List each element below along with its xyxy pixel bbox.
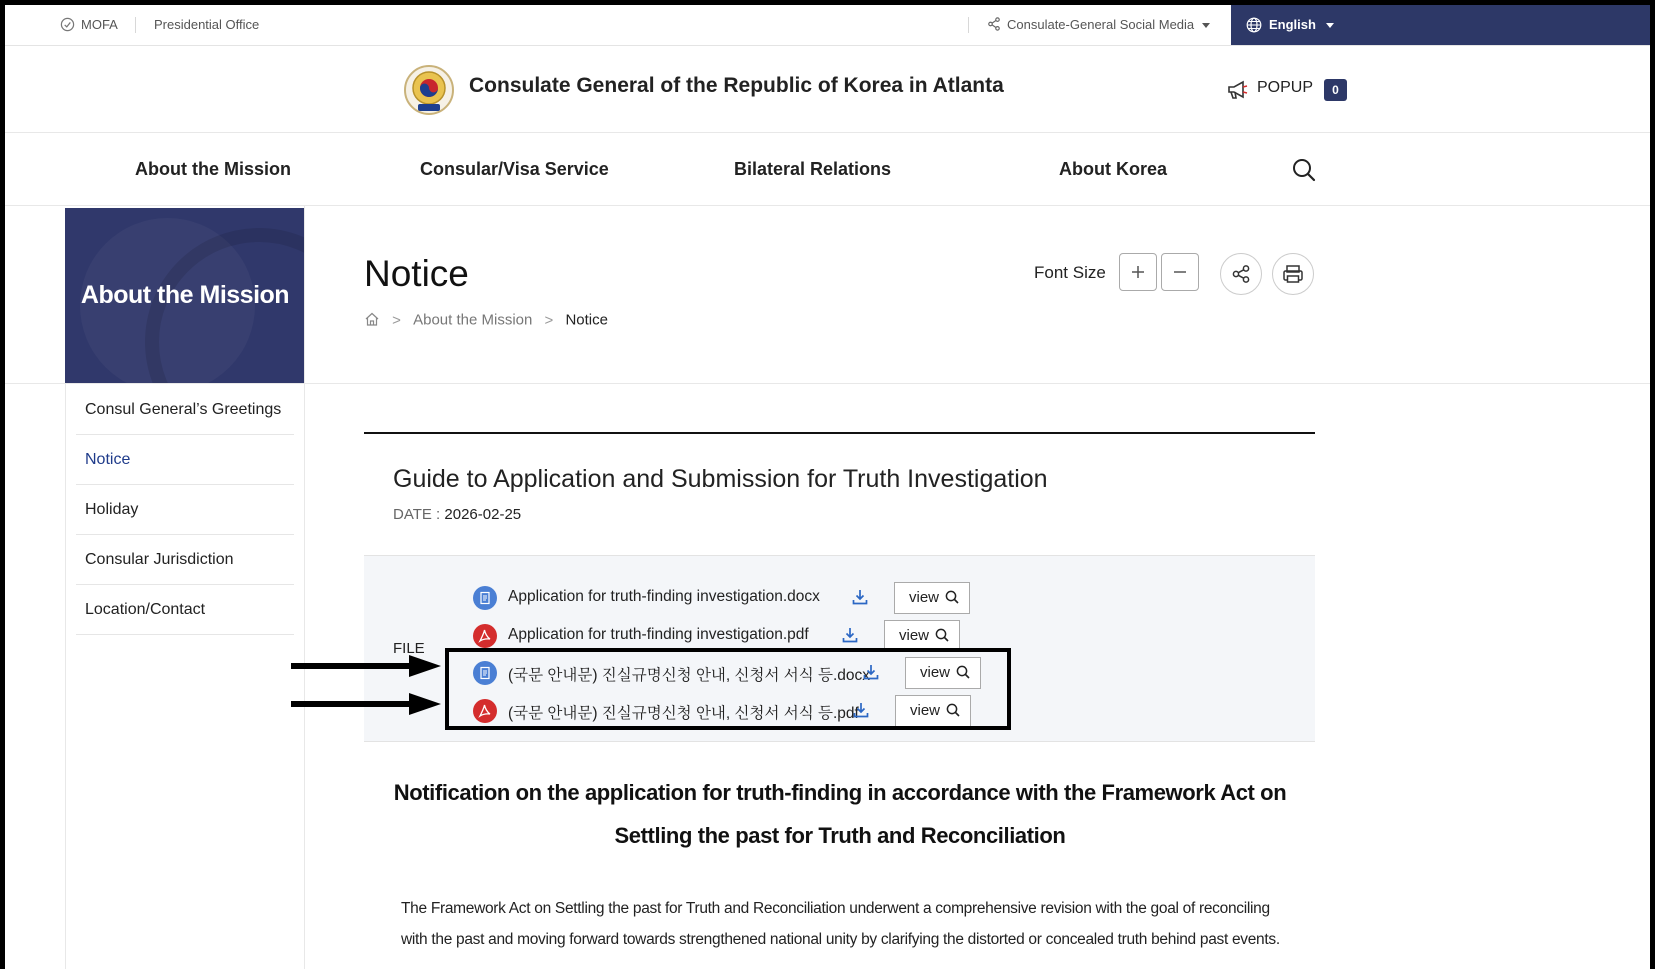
mofa-label: MOFA [81, 17, 118, 32]
section-banner [65, 208, 305, 383]
nav-item-about-korea[interactable]: About Korea [1059, 159, 1167, 179]
emblem[interactable] [403, 64, 455, 116]
breadcrumb [364, 311, 608, 331]
side-menu-item-location[interactable]: Location/Contact [76, 585, 294, 635]
main-nav [5, 133, 1650, 206]
site-title[interactable]: Consulate General of the Republic of Korea in Atlanta [469, 74, 1004, 97]
divider [135, 17, 136, 33]
font-decrease-button[interactable] [1161, 253, 1199, 291]
section-title: About the Mission [80, 281, 290, 309]
divider [5, 383, 1650, 384]
share-icon [1221, 254, 1261, 294]
view-button[interactable] [894, 582, 970, 614]
side-menu-item-jurisdiction[interactable]: Consular Jurisdiction [76, 535, 294, 585]
nav-item-consular-visa[interactable]: Consular/Visa Service [420, 159, 609, 179]
attachment-name[interactable]: (국문 안내문) 진실규명신청 안내, 신청서 서식 등.docx [508, 667, 871, 684]
article-heading: Notification on the application for truth-finding in accordance with the Framework Act on Settling the past for Truth and Reconciliation [393, 780, 1287, 848]
breadcrumb-item[interactable]: About the Mission [413, 311, 533, 329]
page [5, 5, 1650, 969]
social-media-dropdown[interactable] [987, 5, 1210, 45]
divider [65, 383, 66, 969]
date-label: DATE : [393, 506, 441, 523]
search-icon[interactable] [1292, 158, 1316, 182]
font-increase-button[interactable] [1119, 253, 1157, 291]
page-title: Notice [364, 253, 469, 294]
article-date [393, 506, 521, 523]
view-label: view [910, 702, 941, 719]
article-title: Guide to Application and Submission for Truth Investigation [393, 465, 1048, 493]
megaphone-icon [1227, 80, 1249, 100]
view-label: view [909, 589, 940, 606]
chevron-right-icon: > [544, 311, 554, 329]
search-icon [935, 628, 949, 642]
divider [968, 17, 969, 33]
plus-icon [1120, 254, 1156, 290]
doc-icon [473, 586, 497, 610]
breadcrumb-current: Notice [565, 311, 608, 329]
site-header [5, 46, 1650, 133]
nav-item-bilateral-relations[interactable]: Bilateral Relations [734, 159, 892, 179]
side-menu [76, 385, 294, 635]
arrow-icon [291, 691, 441, 717]
side-menu-item-holiday[interactable]: Holiday [76, 485, 294, 535]
share-button[interactable] [1220, 253, 1262, 295]
language-selector[interactable] [1231, 5, 1650, 45]
popup-label: POPUP [1257, 79, 1314, 96]
font-size-label: Font Size [1034, 263, 1106, 282]
chevron-down-icon [1202, 23, 1210, 28]
attachment-name[interactable]: Application for truth-finding investigation.pdf [508, 626, 809, 643]
arrow-icon [291, 653, 441, 679]
file-label: FILE [393, 640, 425, 657]
mofa-icon [60, 17, 75, 32]
share-icon [987, 17, 1001, 31]
social-media-label: Consulate-General Social Media [1007, 17, 1195, 32]
home-icon[interactable] [364, 311, 380, 327]
divider [364, 432, 1315, 434]
divider [304, 205, 305, 969]
attachment-name[interactable]: Application for truth-finding investigation.docx [508, 588, 820, 605]
print-button[interactable] [1272, 253, 1314, 295]
utility-bar [5, 5, 1650, 46]
nav-item-about-the-mission[interactable]: About the Mission [135, 159, 291, 179]
pdf-icon [473, 624, 497, 648]
chevron-down-icon [1326, 23, 1334, 28]
popup-count-badge: 0 [1324, 79, 1347, 101]
view-label: view [920, 664, 951, 681]
attachment-name[interactable]: (국문 안내문) 진실규명신청 안내, 신청서 서식 등.pdf [508, 705, 859, 722]
minus-icon [1162, 254, 1198, 290]
print-icon [1273, 254, 1313, 294]
highlight-box [445, 648, 1011, 730]
globe-icon [1246, 17, 1262, 33]
date-value: 2026-02-25 [444, 506, 522, 523]
mofa-link[interactable] [60, 5, 118, 45]
download-icon[interactable] [841, 626, 859, 644]
article-body: The Framework Act on Settling the past for Truth and Reconciliation underwent a comprehensive revision with the goal of reconciling with the past and moving forward towards strengthened national unity by clarifying the distorted or concealed truth behind past events. [401, 900, 1280, 948]
download-icon[interactable] [851, 588, 869, 606]
presidential-office-link[interactable]: Presidential Office [154, 17, 260, 32]
search-icon [945, 590, 959, 604]
side-menu-item-greetings[interactable]: Consul General’s Greetings [76, 385, 294, 435]
side-menu-item-notice[interactable]: Notice [76, 435, 294, 485]
view-label: view [899, 627, 930, 644]
chevron-right-icon: > [392, 311, 401, 329]
language-label: English [1269, 17, 1316, 32]
